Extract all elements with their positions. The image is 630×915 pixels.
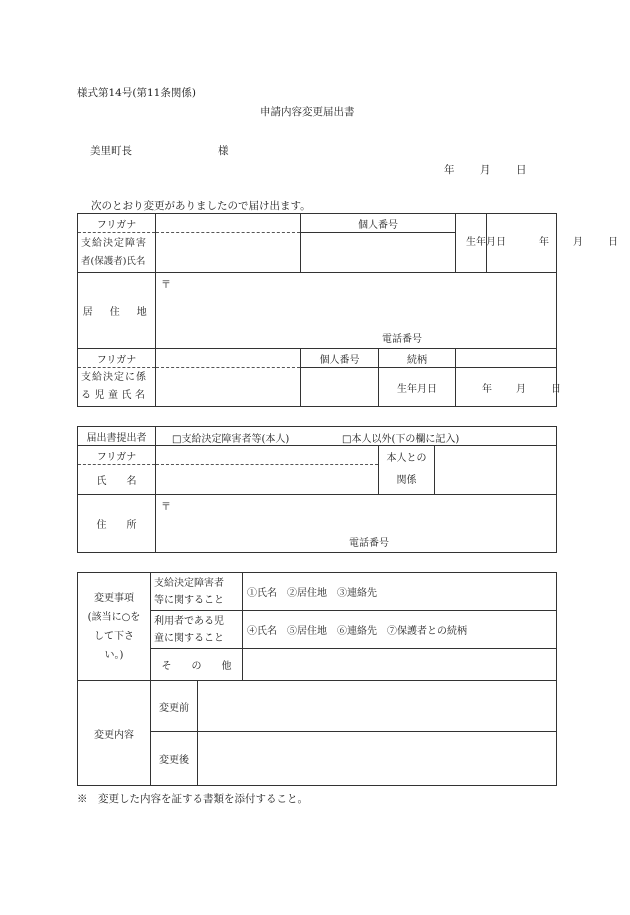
change-category-other: そ の 他 <box>151 649 243 681</box>
page-title: 申請内容変更届出書 <box>260 106 355 118</box>
change-after-field[interactable] <box>198 732 557 786</box>
applicant-birthdate-label: 生年月日 <box>466 237 506 248</box>
applicant-table <box>77 213 618 407</box>
intro-text: 次のとおり変更がありましたので届け出ます。 <box>91 200 311 212</box>
submitter-furigana-field[interactable] <box>156 446 379 465</box>
applicant-id-label: 個人番号 <box>301 214 456 233</box>
change-before-label: 変更前 <box>151 681 198 732</box>
child-name-label: 支給決定に係 る児童氏名 <box>78 368 156 407</box>
attachment-note: ※ 変更した内容を証する書類を添付すること。 <box>77 793 308 805</box>
submitter-name-field[interactable] <box>156 465 379 495</box>
honorific: 様 <box>218 145 229 157</box>
child-birth-year: 年 <box>482 384 492 395</box>
submitter-table <box>77 426 557 553</box>
change-before-field[interactable] <box>198 681 557 732</box>
child-birthdate-field[interactable] <box>456 368 561 407</box>
change-options-applicant[interactable]: ①氏名 ②居住地 ③連絡先 <box>243 573 557 611</box>
applicant-name-label: 支給決定障害 者(保護者)氏名 <box>78 233 156 273</box>
change-after-label: 変更後 <box>151 732 198 786</box>
applicant-birthdate-cell <box>456 214 618 273</box>
residence-postal-mark: 〒 <box>161 280 171 291</box>
applicant-id-field[interactable] <box>301 233 456 273</box>
child-birth-month: 月 <box>516 384 526 395</box>
submitter-name-label: 氏 名 <box>78 465 156 495</box>
child-birth-day: 日 <box>551 384 561 395</box>
submitter-phone-label: 電話番号 <box>349 538 389 549</box>
child-furigana-label: フリガナ <box>78 349 156 368</box>
date-year: 年 <box>444 164 455 176</box>
child-id-field[interactable] <box>301 368 379 407</box>
applicant-birth-year: 年 <box>539 237 549 248</box>
changes-table <box>77 572 557 786</box>
submitter-address-field[interactable] <box>156 495 557 553</box>
applicant-furigana-label: フリガナ <box>78 214 156 233</box>
change-category-applicant: 支給決定障害者 等に関すること <box>151 573 243 611</box>
child-name-field[interactable] <box>156 368 301 407</box>
date-day: 日 <box>516 164 527 176</box>
form-number: 様式第14号(第11条関係) <box>77 87 196 99</box>
submitter-furigana-label: フリガナ <box>78 446 156 465</box>
child-id-label: 個人番号 <box>301 349 379 368</box>
change-category-child: 利用者である児 童に関すること <box>151 611 243 649</box>
submitter-option-self[interactable]: □支給決定障害者等(本人) <box>172 434 290 445</box>
applicant-name-field[interactable] <box>156 233 301 273</box>
submitter-address-label: 住 所 <box>78 495 156 553</box>
applicant-birth-day: 日 <box>608 237 618 248</box>
residence-field[interactable] <box>156 273 557 349</box>
submitter-option-other[interactable]: □本人以外(下の欄に記入) <box>342 434 460 445</box>
submitter-options <box>156 427 557 446</box>
change-content-label: 変更内容 <box>78 681 151 786</box>
child-relation-field[interactable] <box>456 349 557 368</box>
change-other-field[interactable] <box>243 649 557 681</box>
residence-phone-label: 電話番号 <box>382 334 422 345</box>
child-furigana-field[interactable] <box>156 349 301 368</box>
child-relation-label: 続柄 <box>379 349 456 368</box>
applicant-furigana-field[interactable] <box>156 214 301 233</box>
submitter-relation-field[interactable] <box>435 446 557 495</box>
submitter-relation-label: 本人との 関係 <box>379 446 435 495</box>
date-month: 月 <box>480 164 491 176</box>
applicant-birthdate-divider <box>486 214 527 272</box>
residence-label: 居 住 地 <box>78 273 156 349</box>
change-item-label: 変更事項 (該当に○を して下さ い。) <box>78 573 151 681</box>
applicant-birth-month: 月 <box>573 237 583 248</box>
addressee: 美里町長 <box>90 145 132 157</box>
change-options-child[interactable]: ④氏名 ⑤居住地 ⑥連絡先 ⑦保護者との続柄 <box>243 611 557 649</box>
submitter-postal-mark: 〒 <box>161 502 171 513</box>
submitter-label: 届出書提出者 <box>78 427 156 446</box>
child-birthdate-label: 生年月日 <box>379 368 456 407</box>
